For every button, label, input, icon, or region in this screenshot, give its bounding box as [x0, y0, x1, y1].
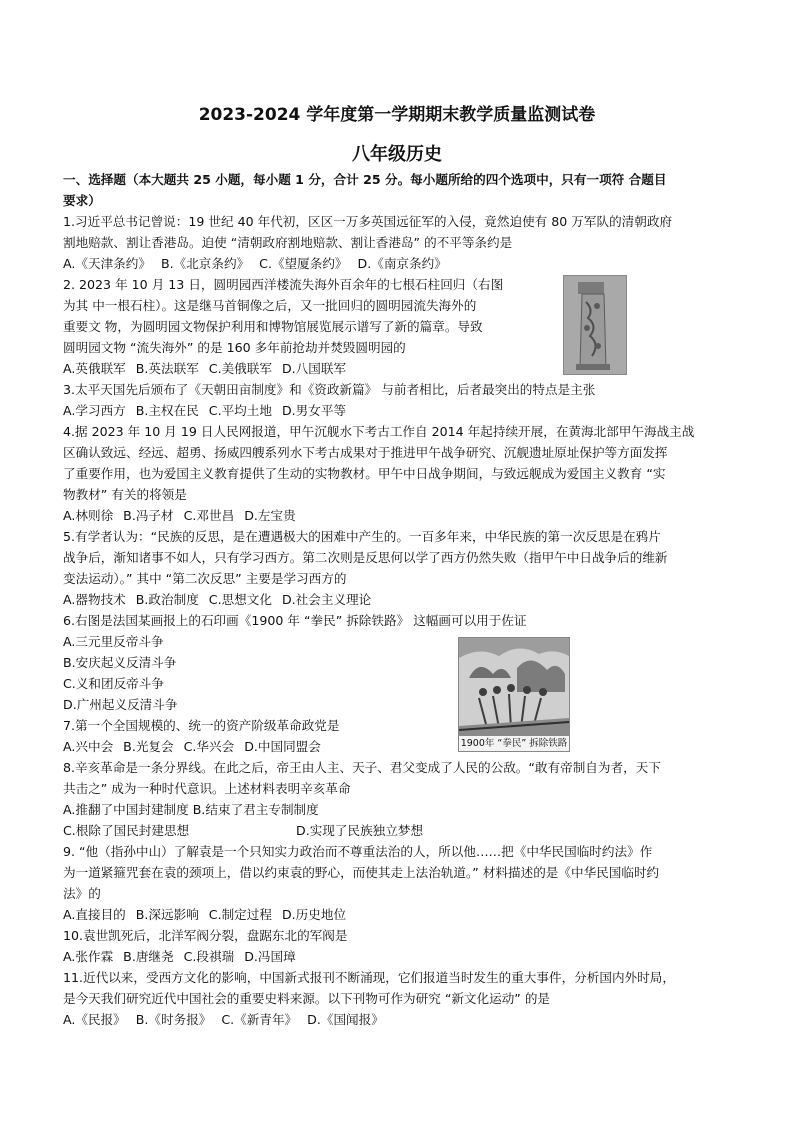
q2-stem: 2. 2023 年 10 月 13 日，圆明园西洋楼流失海外百余年的七根石柱回归（右图 [63, 277, 504, 292]
q6-option-c: C.义和团反帝斗争 [63, 676, 164, 691]
q8-option-d: D.实现了民族独立梦想 [296, 823, 424, 838]
stone-pillar-photo [563, 275, 627, 375]
q6-stem: 6.右图是法国某画报上的石印画《1900 年 “拳民” 拆除铁路》 这幅画可以用于佐证 [63, 613, 527, 628]
q9-stem-cont: 为一道紧箍咒套在袁的颈项上，借以约束袁的野心，而使其走上法治轨道。” 材料描述的是《中华民国临时约 [63, 865, 660, 880]
q8-option-c: C.根除了国民封建思想 [63, 823, 190, 838]
q11-stem-cont: 是今天我们研究近代中国社会的重要史料来源。以下刊物可作为研究 “新文化运动” 的是 [63, 991, 551, 1006]
q11-options: A.《民报》 B.《时务报》 C.《新青年》 D.《国闻报》 [63, 1012, 384, 1027]
lithograph-caption: 1900年 “拳民” 拆除铁路 [460, 738, 568, 749]
q9-stem-cont: 法》的 [63, 886, 101, 901]
q3-stem: 3.太平天国先后颁布了《天朝田亩制度》和《资政新篇》 与前者相比，后者最突出的特点是主张 [63, 382, 596, 397]
q1-stem-cont: 割地赔款、割让香港岛。迫使 “清朝政府割地赔款、割让香港岛” 的不平等条约是 [63, 235, 513, 250]
q4-stem: 4.据 2023 年 10 月 19 日人民网报道，甲午沉舰水下考古工作自 2014 年起持续开展，在黄海北部甲午海战主战 [63, 424, 695, 439]
q1-options: A.《天津条约》 B.《北京条约》 C.《望厦条约》 D.《南京条约》 [63, 256, 447, 271]
q3-options: A.学习西方 B.主权在民 C.平均土地 D.男女平等 [63, 403, 347, 418]
q8-stem-cont: 共击之” 成为一种时代意识。上述材料表明辛亥革命 [63, 781, 351, 796]
q8-stem: 8.辛亥革命是一条分界线。在此之后，帝王由人主、天子、君父变成了人民的公敌。“敢有帝制自为者，天下 [63, 760, 661, 775]
q4-stem-cont: 了重要作用，也为爱国主义教育提供了生动的实物教材。甲午中日战争期间，与致远舰成为爱国主义教育 “实 [63, 466, 666, 481]
q2-stem-cont: 为其 中一根石柱）。这是继马首铜像之后，又一批回归的圆明园流失海外的 [63, 298, 477, 313]
q1-stem: 1.习近平总书记曾说：19 世纪 40 年代初，区区一万多英国远征军的入侵，竟然迫使有 80 万军队的清朝政府 [63, 214, 673, 229]
q5-stem-cont: 战争后，渐知诸事不如人，只有学习西方。第二次则是反思何以学了西方仍然失败（指甲午中日战争后的维新 [63, 550, 668, 565]
q7-stem: 7.第一个全国规模的、统一的资产阶级革命政党是 [63, 718, 340, 733]
lithograph-drawing [459, 638, 569, 736]
q2-options: A.英俄联军 B.英法联军 C.美俄联军 D.八国联军 [63, 361, 347, 376]
q2-stem-cont: 重要文 物，为圆明园文物保护利用和博物馆展览展示谱写了新的篇章。导致 [63, 319, 483, 334]
section-heading-cont: 要求） [63, 193, 101, 208]
q4-stem-cont: 区确认致远、经远、超勇、扬威四艘系列水下考古成果对于推进甲午战争研究、沉舰遗址原址保护等方面发挥 [63, 445, 668, 460]
q8-options-ab: A.推翻了中国封建制度 B.结束了君主专制制度 [63, 802, 319, 817]
q4-options: A.林则徐 B.冯子材 C.邓世昌 D.左宝贵 [63, 508, 296, 523]
q6-option-b: B.安庆起义反清斗争 [63, 655, 177, 670]
q5-stem-cont: 变法运动）。” 其中 “第二次反思” 主要是学习西方的 [63, 571, 347, 586]
section-heading: 一、选择题（本大题共 25 小题，每小题 1 分，合计 25 分。每小题所给的四个选项中，只有一项符 合题目 [63, 172, 667, 187]
q11-stem: 11.近代以来，受西方文化的影响，中国新式报刊不断涌现，它们报道当时发生的重大事件，分析国内外时局， [63, 970, 675, 985]
stone-pillar-drawing [564, 276, 626, 374]
boxer-railway-lithograph [458, 637, 570, 752]
q6-option-a: A.三元里反帝斗争 [63, 634, 164, 649]
q5-options: A.器物技术 B.政治制度 C.思想文化 D.社会主义理论 [63, 592, 372, 607]
q10-options: A.张作霖 B.唐继尧 C.段祺瑞 D.冯国璋 [63, 949, 296, 964]
exam-title: 2023-2024 学年度第一学期期末教学质量监测试卷 [198, 105, 596, 125]
q6-option-d: D.广州起义反清斗争 [63, 697, 178, 712]
q9-options: A.直接目的 B.深远影响 C.制定过程 D.历史地位 [63, 907, 347, 922]
exam-subtitle: 八年级历史 [352, 144, 442, 165]
q10-stem: 10.袁世凯死后，北洋军阀分裂，盘踞东北的军阀是 [63, 928, 348, 943]
q4-stem-cont: 物教材” 有关的将领是 [63, 487, 187, 502]
q2-stem-cont: 圆明园文物 “流失海外” 的是 160 多年前抢劫并焚毁圆明园的 [63, 340, 406, 355]
q9-stem: 9. “他（指孙中山）了解袁是一个只知实力政治而不尊重法治的人，所以他……把《中华民国临时约法》作 [63, 844, 653, 859]
q7-options: A.兴中会 B.光复会 C.华兴会 D.中国同盟会 [63, 739, 321, 754]
q5-stem: 5.有学者认为：“民族的反思，是在遭遇极大的困难中产生的。一百多年来，中华民族的第一次反思是在鸦片 [63, 529, 661, 544]
